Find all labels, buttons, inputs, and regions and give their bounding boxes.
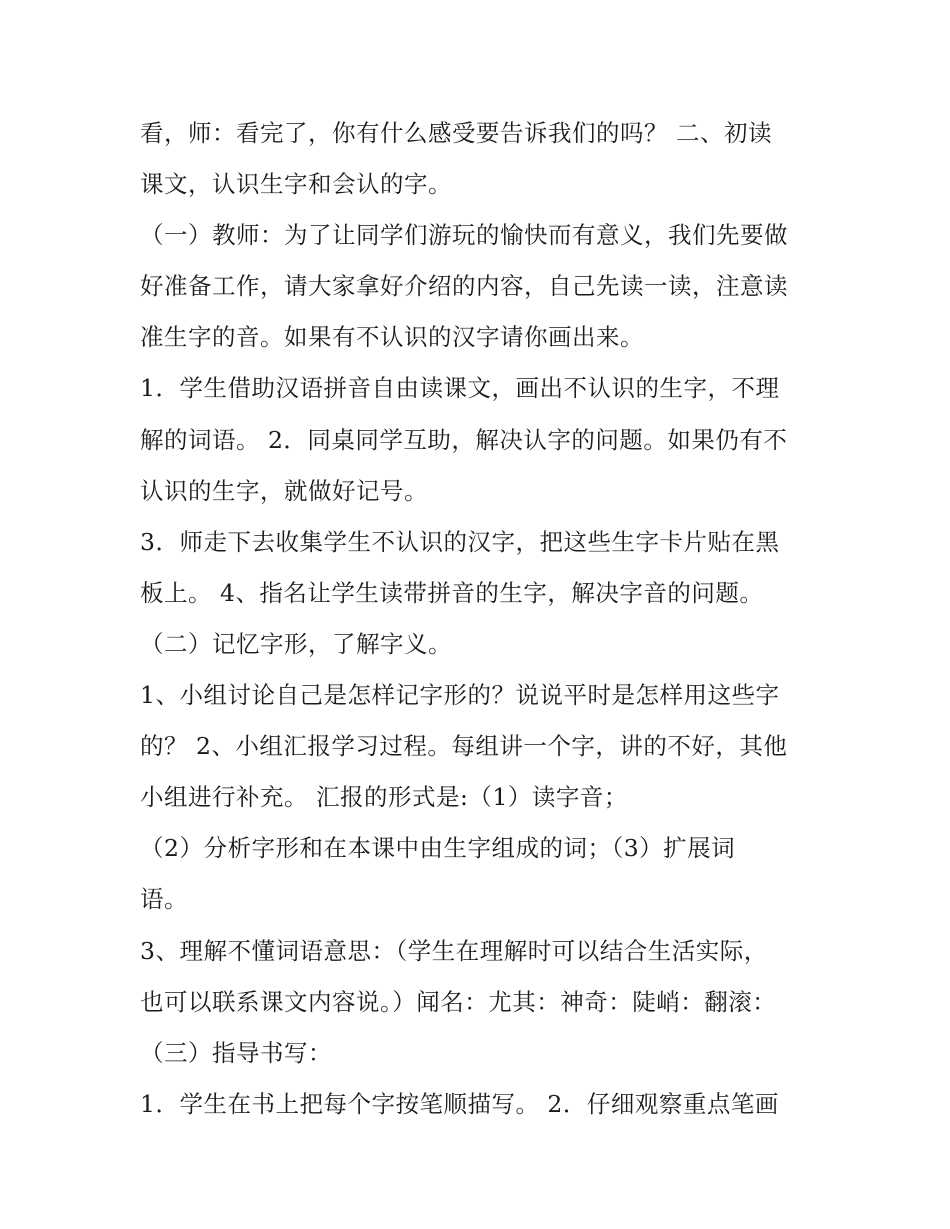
text-line: 课文，认识生字和会认的字。 [140,170,452,199]
text-line: （二）记忆字形，了解字义。 [140,629,452,658]
text-line: 3、理解不懂词语意思：（学生在理解时可以结合生活实际， [140,936,768,965]
text-line: 语。 [140,885,188,914]
text-line: 1．学生在书上把每个字按笔顺描写。 2．仔细观察重点笔画 [140,1089,779,1118]
text-line: 也可以联系课文内容说。）闻名：尤其：神奇：陡峭：翻滚： [140,987,777,1016]
text-line: 解的词语。 2．同桌同学互助，解决认字的问题。如果仍有不 [140,425,788,454]
text-line: 1．学生借助汉语拼音自由读课文，画出不认识的生字，不理 [140,374,780,403]
text-line: 准生字的音。如果有不认识的汉字请你画出来。 [140,323,644,352]
text-line: 认识的生字，就做好记号。 [140,476,428,505]
text-line: （2）分析字形和在本课中由生字组成的词；（3）扩展词 [140,834,736,863]
document-body [140,108,830,1130]
text-line: 看，师：看完了，你有什么感受要告诉我们的吗？ 二、初读 [140,119,772,147]
text-line: 板上。 4、指名让学生读带拼音的生字，解决字音的问题。 [140,578,764,607]
text-line: 小组进行补充。 汇报的形式是:（1）读字音； [140,783,628,812]
text-line: （三）指导书写： [140,1038,332,1067]
text-line: 1、小组讨论自己是怎样记字形的？说说平时是怎样用这些字 [140,681,780,710]
text-line: 3．师走下去收集学生不认识的汉字，把这些生字卡片贴在黑 [140,527,780,556]
text-line: 的？ 2、小组汇报学习过程。每组讲一个字，讲的不好，其他 [140,732,788,761]
text-line: （一）教师：为了让同学们游玩的愉快而有意义，我们先要做 [140,221,788,250]
text-line: 好准备工作，请大家拿好介绍的内容，自己先读一读，注意读 [140,272,788,301]
